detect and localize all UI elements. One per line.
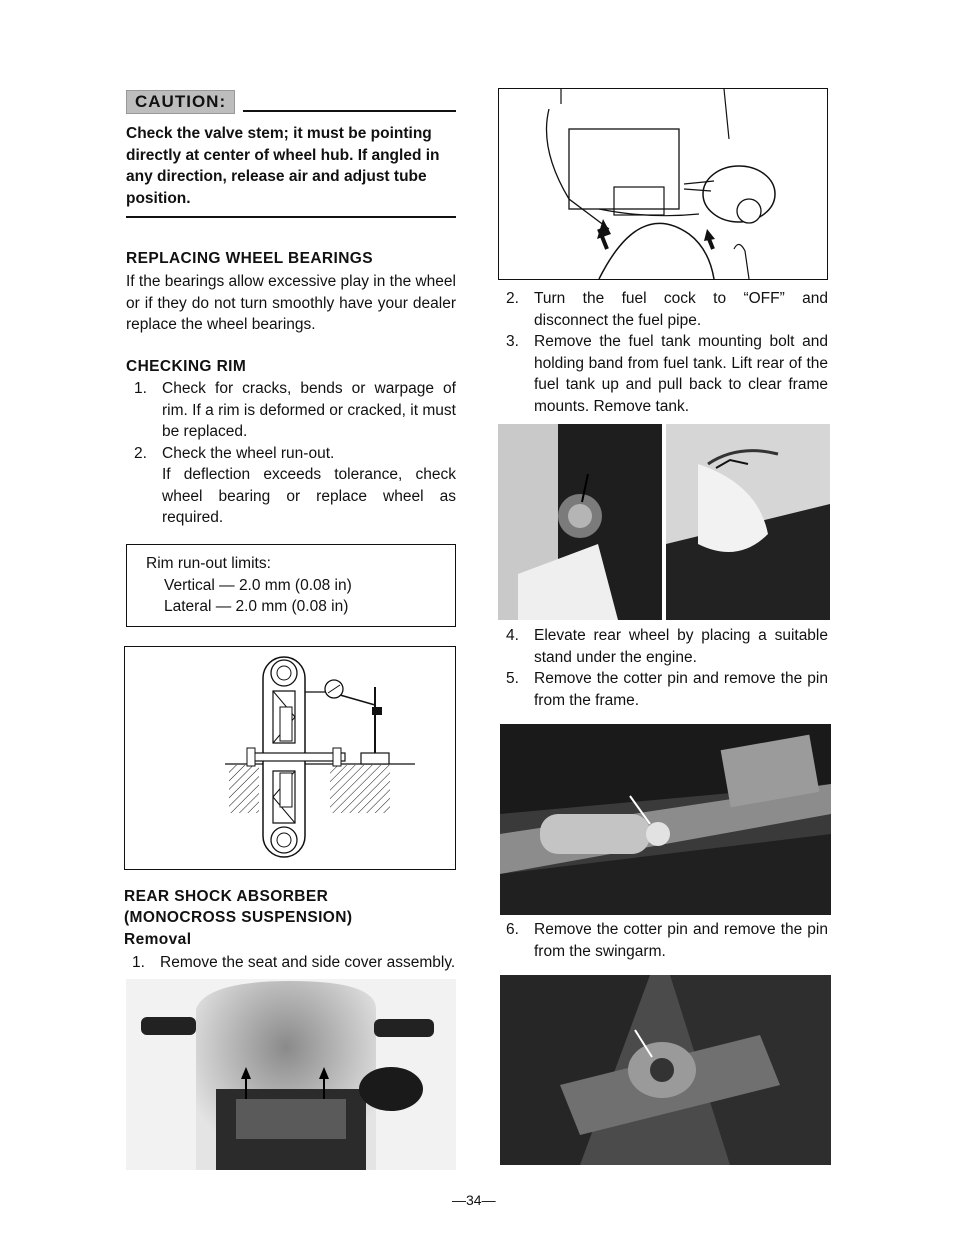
frame-pin-photo: [500, 724, 831, 915]
caution-divider: [126, 216, 456, 218]
caution-block: [126, 90, 456, 209]
runout-lateral: Lateral — 2.0 mm (0.08 in): [164, 598, 349, 615]
list-item: 1. Check for cracks, bends or warpage of rim. If a rim is deformed or cracked, it must be replaced.: [134, 380, 456, 440]
rim-heading: CHECKING RIM: [126, 358, 247, 375]
runout-vertical: Vertical — 2.0 mm (0.08 in): [164, 577, 352, 594]
bearings-heading: REPLACING WHEEL BEARINGS: [126, 250, 373, 267]
bearings-text: If the bearings allow excessive play in the wheel or if they do not turn smoothly have your dealer replace the wheel bearings.: [126, 273, 456, 333]
fuel-tank-illustration: [499, 89, 827, 279]
rim-steps: [134, 378, 456, 529]
swingarm-pin-photo: [500, 975, 831, 1165]
list-item: 3. Remove the fuel tank mounting bolt and holding band from fuel tank. Lift rear of the fuel tank up and pull back to clear frame mounts. Remove tank.: [506, 333, 828, 415]
fuel-cock-diagram: [498, 88, 828, 280]
list-item: 2. Check the wheel run-out.: [134, 444, 335, 462]
swingarm-steps: [506, 919, 828, 962]
list-item: 5. Remove the cotter pin and remove the pin from the frame.: [506, 670, 828, 709]
caution-text: Check the valve stem; it must be pointing directly at center of wheel hub. If angled in any direction, release air and adjust tube position.: [126, 125, 440, 207]
caution-badge: CAUTION:: [126, 90, 235, 114]
seat-removal-photo: [126, 979, 456, 1170]
list-item: If deflection exceeds tolerance, check wheel bearing or replace wheel as required.: [162, 466, 456, 526]
list-item: 4. Elevate rear wheel by placing a suitable stand under the engine.: [506, 627, 828, 666]
runout-limits-box: [126, 544, 456, 627]
runout-diagram: [124, 646, 456, 870]
stand-steps: [506, 625, 828, 711]
removal-subheading: Removal: [124, 931, 192, 948]
list-item: 2. Turn the fuel cock to “OFF” and disconnect the fuel pipe.: [506, 290, 828, 329]
fuel-steps: [506, 288, 828, 417]
page-number: —34—: [452, 1192, 496, 1208]
runout-title: Rim run-out limits:: [146, 555, 271, 572]
list-item: 6. Remove the cotter pin and remove the pin from the swingarm.: [506, 921, 828, 960]
removal-step-1: 1. Remove the seat and side cover assembly.: [132, 954, 456, 971]
dial-gauge-illustration: [125, 647, 455, 869]
tank-removal-photos: [498, 424, 830, 620]
shock-heading: REAR SHOCK ABSORBER: [124, 888, 329, 905]
shock-heading-sub: (MONOCROSS SUSPENSION): [124, 909, 353, 926]
